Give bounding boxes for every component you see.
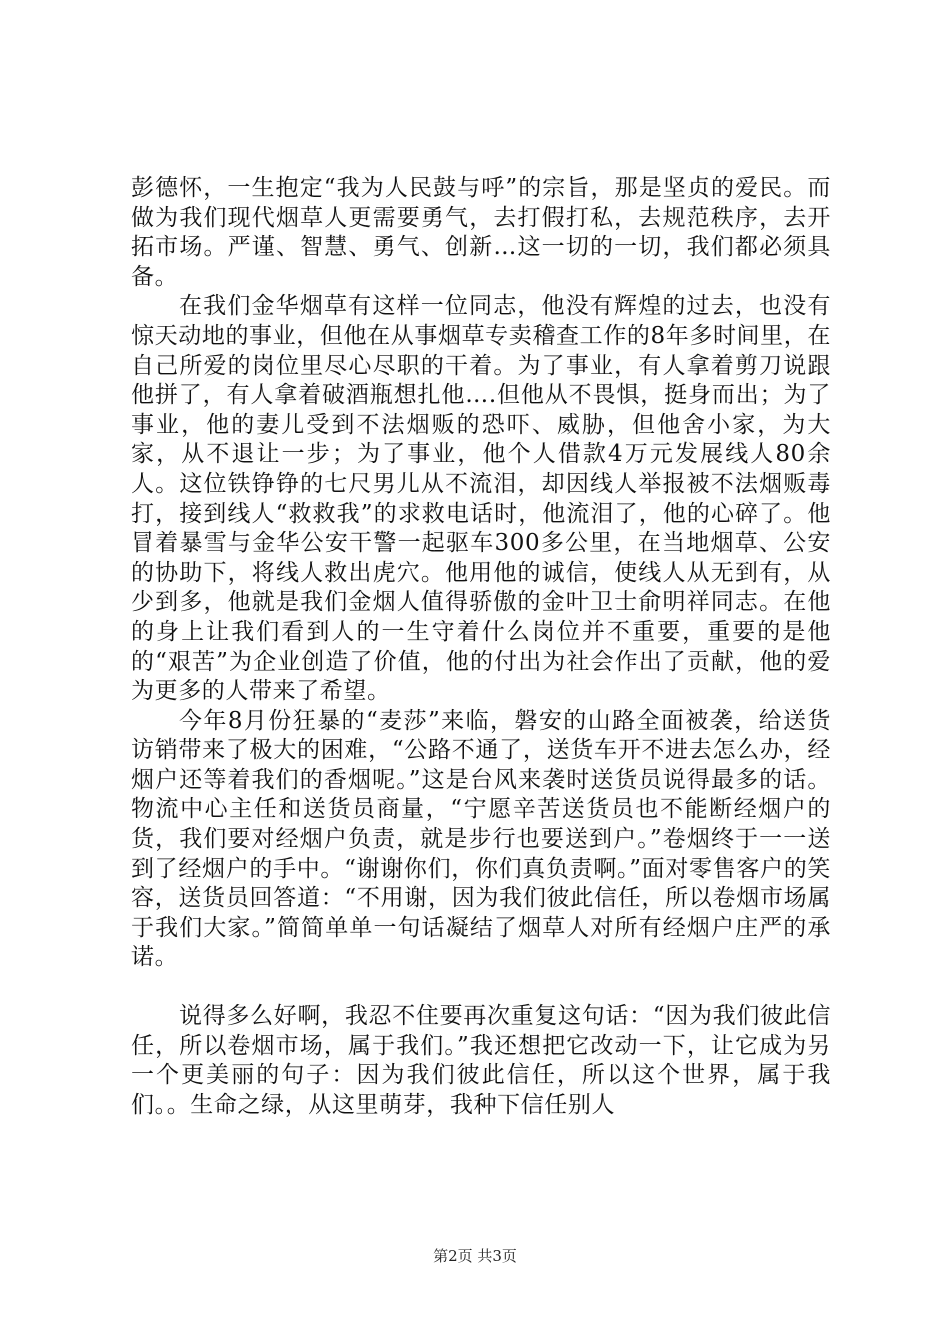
body-text [131,174,831,1120]
page-number-label: 第2页 共3页 [433,1247,517,1265]
paragraph-3: 今年8月份狂暴的“麦莎”来临，磐安的山路全面被袭，给送货访销带来了极大的困难，“公路不通了，送货车开不进去怎么办，经烟户还等着我们的香烟呢。”这是台风来袭时送货员说得最多的话。物流中心主任和送货员商量，“宁愿辛苦送货员也不能断经烟户的货，我们要对经烟户负责，就是步行也要送到户。”卷烟终于一一送到了经烟户的手中。“谢谢你们，你们真负责啊。”面对零售客户的笑容，送货员回答道：“不用谢，因为我们彼此信任，所以卷烟市场属于我们大家。”简简单单一句话凝结了烟草人对所有经烟户庄严的承诺。 [131,707,831,971]
page-footer [0,1246,950,1266]
paragraph-4: 说得多么好啊，我忍不住要再次重复这句话：“因为我们彼此信任，所以卷烟市场，属于我们。”我还想把它改动一下，让它成为另一个更美丽的句子：因为我们彼此信任，所以这个世界，属于我们。。生命之绿，从这里萌芽，我种下信任别人 [131,1003,831,1118]
paragraph-2: 在我们金华烟草有这样一位同志，他没有辉煌的过去，也没有惊天动地的事业，但他在从事烟草专卖稽查工作的8年多时间里，在自己所爱的岗位里尽心尽职的干着。为了事业，有人拿着剪刀说跟他拼了，有人拿着破酒瓶想扎他….但他从不畏惧，挺身而出；为了事业，他的妻儿受到不法烟贩的恐吓、威胁，但他舍小家，为大家，从不退让一步；为了事业，他个人借款4万元发展线人80余人。这位铁铮铮的七尺男儿从不流泪，却因线人举报被不法烟贩毒打，接到线人“救救我”的求救电话时，他流泪了，他的心碎了。他冒着暴雪与金华公安干警一起驱车300多公里，在当地烟草、公安的协助下，将线人救出虎穴。他用他的诚信，使线人从无到有，从少到多，他就是我们金烟人值得骄傲的金叶卫士俞明祥同志。在他的身上让我们看到人的一生守着什么岗位并不重要，重要的是他的“艰苦”为企业创造了价值，他的付出为社会作出了贡献，他的爱为更多的人带来了希望。 [131,293,831,705]
paragraph-1: 彭德怀，一生抱定“我为人民鼓与呼”的宗旨，那是坚贞的爱民。而做为我们现代烟草人更需要勇气，去打假打私，去规范秩序，去开拓市场。严谨、智慧、勇气、创新…这一切的一切，我们都必须具备。 [131,175,831,290]
